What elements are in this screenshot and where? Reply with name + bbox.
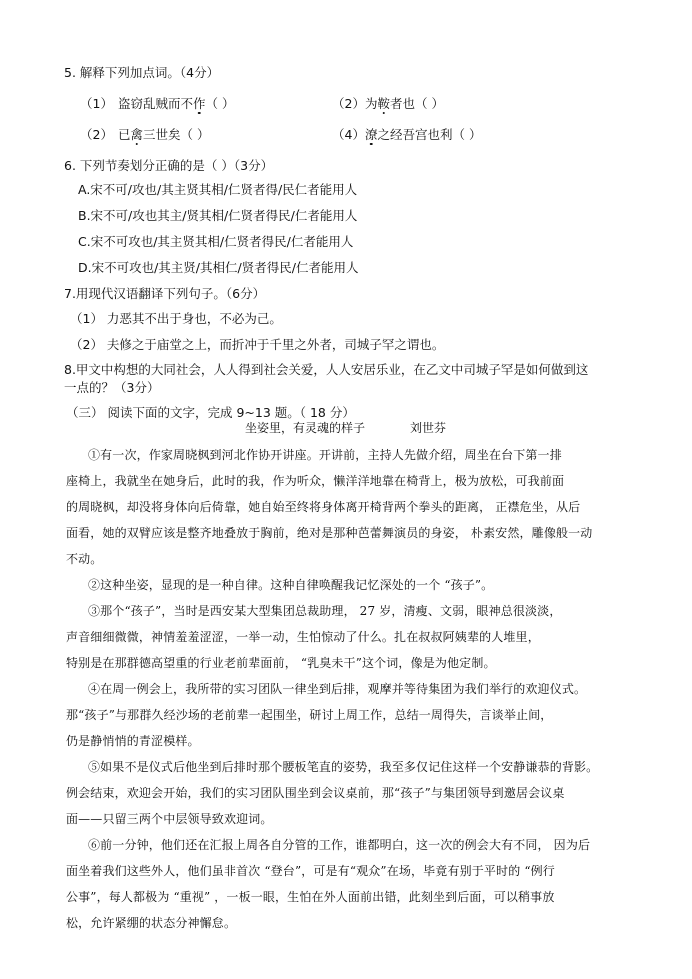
para-4-line-2: 那“孩子”与那群久经沙场的老前辈一起围坐，研讨上周工作，总结一周得失，言谈举止间， — [66, 708, 553, 722]
q6-option-c: C.宋不可攻也/其主贤其相/仁贤者得民/仁者能用人 — [78, 234, 354, 249]
q7-sentence-2: （2） 夫修之于庙堂之上，而折冲于千里之外者，司城子罕之谓也。 — [70, 337, 445, 352]
article-author: 刘世芬 — [410, 421, 447, 435]
q5-item-3-num: （2） — [80, 127, 113, 142]
q5-item-2-dotted-word: 鞍 — [377, 96, 390, 111]
para-6-line-1: ⑥前一分钟，他们还在汇报上周各自分管的工作，谁都明白，这一次的例会大有不同， 因为后 — [88, 838, 591, 852]
para-3-line-2: 声音细细微微，神情羞羞涩涩，一举一动，生怕惊动了什么。扎在叔叔阿姨辈的人堆里， — [66, 630, 540, 644]
q5-item-4-text: 之经吾宫也利 — [377, 127, 453, 142]
para-6-line-4: 松，允许紧绷的状态分神懈怠。 — [66, 916, 237, 930]
para-5-line-1: ⑤如果不是仪式后他坐到后排时那个腰板笔直的姿势，我至多仅记住这样一个安静谦恭的背影。 — [88, 760, 599, 774]
q5-item-4-paren: （ ） — [452, 127, 482, 142]
q5-item-1-num: （1） — [80, 96, 113, 111]
para-4-line-1: ④在周一例会上，我所带的实习团队一律坐到后排，观摩并等待集团为我们举行的欢迎仪式。 — [88, 682, 587, 696]
para-4-line-3: 仍是静悄悄的青涩模样。 — [66, 734, 200, 748]
q5-item-1 — [80, 95, 234, 113]
para-1-line-4: 面看，她的双臂应该是整齐地叠放于胸前，绝对是那种芭蕾舞演员的身姿， 朴素安然，雕像般一动 — [66, 526, 593, 540]
para-3-line-1: ③那个“孩子”，当时是西安某大型集团总裁助理， 27 岁，清瘦、文弱，眼神总很淡淡， — [88, 604, 562, 618]
q5-item-2-paren: （ ） — [415, 96, 444, 111]
q5-item-3-dotted-word: 禽 — [130, 127, 143, 142]
q5-item-3-text-a: 已 — [117, 127, 131, 142]
para-6-line-2: 面坐着我们这些外人，他们虽非首次 “登台”，可是有“观众”在场，毕竟有别于平时的 “例行 — [66, 864, 555, 878]
q5-item-1-dotted-word: 作 — [192, 96, 206, 111]
q5-item-1-text: 盗窃乱贼而不 — [117, 96, 193, 111]
para-1-line-5: 不动。 — [66, 552, 103, 566]
q6-option-b: B.宋不可/攻也其主/贤其相/仁贤者得民/仁者能用人 — [78, 208, 358, 223]
q6-option-d: D.宋不可攻也/其主贤/其相仁/贤者得民/仁者能用人 — [78, 260, 359, 275]
q7-sentence-1: （1） 力恶其不出于身也，不必为己。 — [70, 311, 282, 326]
para-3-line-3: 特别是在那群德高望重的行业老前辈面前， “乳臭未干”这个词，像是为他定制。 — [66, 656, 496, 670]
para-5-line-3: 面——只留三两个中层领导致欢迎词。 — [66, 812, 273, 826]
q6-option-a: A.宋不可/攻也/其主贤其相/仁贤者得/民仁者能用人 — [78, 182, 358, 197]
q5-item-2 — [332, 95, 444, 113]
q7-stem: 7.用现代汉语翻译下列句子。（6分） — [64, 286, 266, 301]
para-1-line-3: 的周晓枫，却没将身体向后倚靠，她自始至终将身体离开椅背两个拳头的距离， 正襟危坐，从后 — [66, 500, 581, 514]
para-5-line-2: 例会结束，欢迎会开始，我们的实习团队围坐到会议桌前，那“孩子”与集团领导到邀居会议桌 — [66, 786, 565, 800]
article-title: 坐姿里，有灵魂的样子 — [245, 421, 366, 435]
q5-item-3-text-b: 三世矣 — [142, 127, 181, 142]
q8-line-2: 一点的？（3分） — [64, 380, 160, 395]
para-2: ②这种坐姿，显现的是一种自律。这种自律唤醒我记忆深处的一个 “孩子”。 — [88, 578, 494, 592]
q5-item-4 — [332, 126, 481, 144]
q8-line-1: 8.甲文中构想的大同社会，人人得到社会关爱，人人安居乐业，在乙文中司城子罕是如何做到这 — [64, 362, 589, 377]
part3-heading: （三） 阅读下面的文字，完成 9~13 题。（ 18 分） — [66, 405, 355, 420]
q5-item-2-text-a: 为 — [364, 96, 378, 111]
q5-item-2-text-b: 者也 — [389, 96, 415, 111]
q6-stem: 6. 下列节奏划分正确的是（ ）（3分） — [64, 158, 274, 173]
para-1-line-2: 座椅上，我就坐在她身后，此时的我，作为听众，懒洋洋地靠在椅背上，极为放松，可我前面 — [66, 474, 565, 488]
para-6-line-3: 公事”，每人都极为 “重视” ，一板一眼，生怕在外人面前出错，此刻坐到后面，可以稍事放 — [66, 890, 555, 904]
q5-item-4-num: （4） — [332, 127, 365, 142]
q5-item-3-paren: （ ） — [180, 127, 210, 142]
q5-stem: 5. 解释下列加点词。（4分） — [64, 65, 220, 80]
q5-item-3 — [80, 126, 209, 144]
q5-item-4-dotted-word: 潦 — [364, 127, 378, 142]
q5-item-1-paren: （ ） — [205, 96, 235, 111]
q5-item-2-num: （2） — [332, 96, 365, 111]
para-1-line-1: ①有一次，作家周晓枫到河北作协开讲座。开讲前，主持人先做介绍，周坐在台下第一排 — [88, 448, 562, 462]
